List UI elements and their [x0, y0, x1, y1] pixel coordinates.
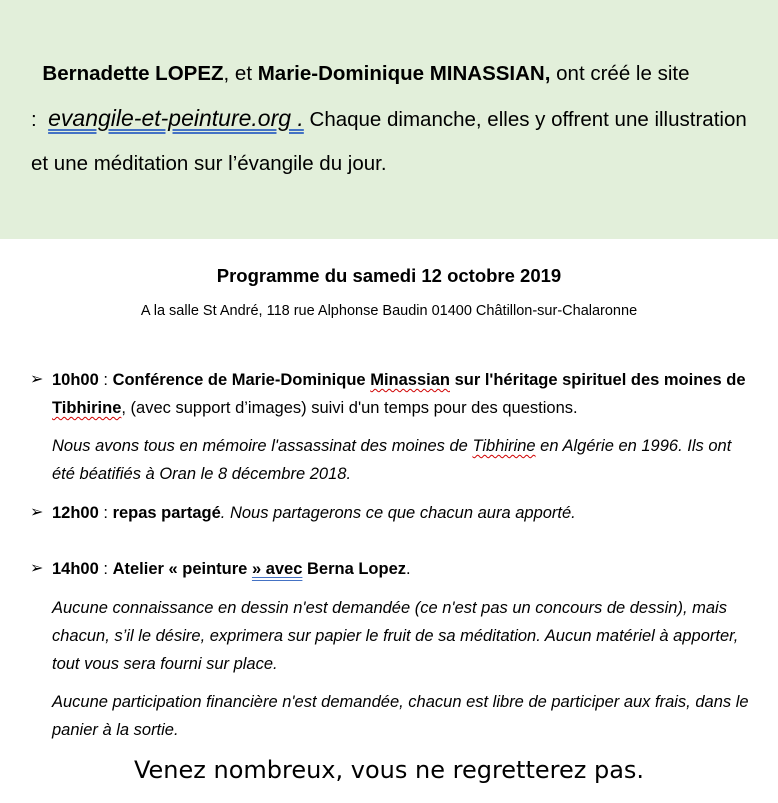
program-item-14h00 — [30, 555, 750, 583]
arrow-bullet-icon: ➢ — [30, 560, 44, 577]
intro-text: Bernadette LOPEZ, et Marie-Dominique MINASSIAN, ont créé le site : evangile-et-peinture.org . Chaque dimanche, elles y offrent une illustration et une méditation sur l’évangile du jour. — [31, 62, 747, 175]
intro-connector: , et — [223, 62, 258, 85]
program-item-10h00 — [30, 366, 750, 422]
author-name-1: Bernadette LOPEZ — [42, 62, 224, 85]
item-head: Atelier « peinture » avec Berna Lopez — [112, 560, 407, 578]
item-note: Nous avons tous en mémoire l'assassinat des moines de Tibhirine en Algérie en 1996. Ils ont été béatifiés à Oran le 8 décembre 2018. — [52, 437, 732, 483]
site-link[interactable]: evangile-et-peinture.org . — [48, 105, 304, 131]
item-note-2: Aucune participation financière n'est demandée, chacun est libre de participer aux frais, dans le panier à la sortie. — [52, 693, 749, 739]
program-address: A la salle St André, 118 rue Alphonse Baudin 01400 Châtillon-sur-Chalaronne — [140, 303, 638, 319]
item-time: 12h00 — [52, 504, 99, 522]
item-head: repas partagé — [112, 504, 221, 522]
item-tail: , (avec support d’images) suivi d'un temps pour des questions. — [121, 399, 578, 417]
intro-box — [0, 0, 778, 239]
item-sep: : — [98, 560, 113, 578]
item-tail: . — [406, 560, 411, 578]
item-head: Conférence de Marie-Dominique Minassian sur l'héritage spirituel des moines de Tibhirine — [52, 371, 746, 417]
author-name-2: Marie-Dominique MINASSIAN — [257, 62, 545, 85]
closing-line: Venez nombreux, vous ne regretterez pas. — [133, 756, 645, 784]
item-tail: . Nous partagerons ce que chacun aura apporté. — [220, 504, 576, 522]
arrow-bullet-icon: ➢ — [30, 504, 44, 521]
item-sep: : — [98, 371, 113, 389]
item-time: 10h00 — [52, 371, 99, 389]
intro-created: ont créé le site : — [31, 62, 690, 131]
item-time: 14h00 — [52, 560, 99, 578]
intro-rest: Chaque dimanche, elles y offrent une illustration et une méditation sur l’évangile du jour. — [31, 108, 747, 175]
program-item-12h00 — [30, 499, 750, 527]
arrow-bullet-icon: ➢ — [30, 371, 44, 388]
item-sep: : — [98, 504, 113, 522]
item-note-1: Aucune connaissance en dessin n'est demandée (ce n'est pas un concours de dessin), mais chacun, s’il le désire, exprimera sur papier le fruit de sa méditation. Aucun matériel à apporter, tout vous sera fourni sur place. — [52, 599, 739, 673]
program-title: Programme du samedi 12 octobre 2019 — [216, 265, 562, 286]
